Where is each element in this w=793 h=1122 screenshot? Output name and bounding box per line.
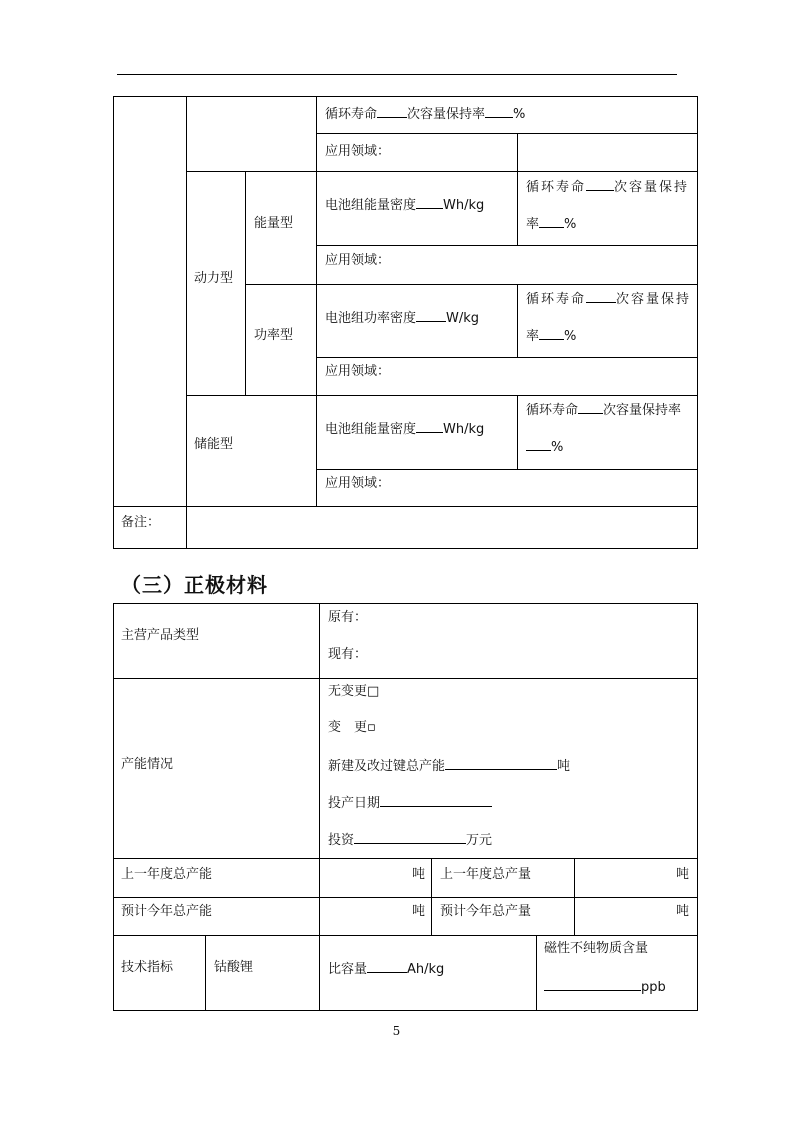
table-cell[interactable] [319, 603, 698, 679]
table-cell [536, 935, 698, 1011]
app-field-label: 应用领域： [325, 476, 391, 491]
app-field-label: 应用领域： [325, 364, 391, 379]
table-cell [113, 935, 206, 1011]
retention-label: 次容量保持率 [603, 403, 682, 418]
table-cell [431, 858, 575, 898]
section-title: （三）正极材料 [121, 573, 268, 597]
power-rate-type-label: 功率型 [254, 328, 294, 343]
blank-field[interactable] [586, 290, 616, 303]
table-cell[interactable] [517, 133, 698, 172]
table-cell [316, 96, 698, 134]
app-field-label: 应用领域： [325, 144, 391, 159]
power-type-label: 动力型 [194, 271, 234, 286]
licoo2-label: 钴酸锂 [214, 960, 254, 975]
blank-field[interactable] [377, 105, 407, 118]
table-cell [319, 935, 537, 1011]
est-output-field[interactable] [574, 897, 698, 936]
ton-unit: 吨 [557, 759, 571, 774]
current-label: 现有： [328, 647, 368, 662]
ton-unit: 吨 [411, 904, 425, 919]
table-cell [316, 469, 698, 507]
blank-field[interactable] [586, 178, 614, 191]
invest-field[interactable] [354, 831, 466, 844]
capacity-label: 产能情况 [121, 757, 174, 772]
blank-field[interactable] [539, 215, 564, 228]
rate-label: 率 [526, 217, 540, 232]
table-cell [245, 284, 317, 396]
no-change-checkbox[interactable]: 无变更□ [328, 684, 380, 699]
table-cell [113, 96, 187, 507]
table-cell [205, 935, 320, 1011]
specific-capacity-label: 比容量 [328, 962, 368, 977]
table-cell [113, 858, 320, 898]
tech-index-label: 技术指标 [121, 960, 174, 975]
cycle-life-label: 循环寿命 [526, 292, 587, 307]
table-cell [186, 395, 317, 507]
est-capacity-field[interactable] [319, 897, 432, 936]
invest-label: 投资 [328, 833, 355, 848]
cycle-life-label: 循环寿命 [325, 107, 378, 122]
table-cell [186, 96, 317, 172]
start-date-field[interactable] [380, 794, 492, 807]
energy-density-label: 电池组能量密度 [325, 198, 417, 213]
storage-type-label: 储能型 [194, 437, 234, 452]
table-cell [316, 245, 698, 285]
rate-label: 率 [526, 329, 540, 344]
table-cell [316, 284, 518, 358]
percent-sign: % [564, 329, 577, 344]
table-cell [113, 678, 320, 859]
ton-unit: 吨 [675, 867, 689, 882]
ppb-unit: ppb [641, 980, 666, 995]
blank-field[interactable] [578, 401, 603, 414]
table-cell [113, 603, 320, 679]
table-cell [517, 284, 698, 358]
new-build-label: 新建及改过键总产能 [328, 759, 446, 774]
blank-field[interactable] [539, 327, 564, 340]
main-product-label: 主营产品类型 [121, 628, 200, 643]
power-density-label: 电池组功率密度 [325, 311, 417, 326]
ton-unit: 吨 [411, 867, 425, 882]
retention-label: 次容量保持 [616, 292, 692, 307]
page-number: 5 [392, 1024, 401, 1038]
table-cell [316, 395, 518, 470]
energy-type-label: 能量型 [254, 216, 294, 231]
new-build-capacity-field[interactable] [445, 757, 557, 770]
blank-field[interactable] [416, 309, 446, 322]
retention-label: 次容量保持 [614, 180, 690, 195]
table-cell [113, 897, 320, 936]
table-cell [316, 171, 518, 246]
magnetic-impurity-field[interactable] [544, 978, 641, 991]
est-capacity-label: 预计今年总产能 [121, 904, 213, 919]
est-output-label: 预计今年总产量 [440, 904, 532, 919]
remark-field[interactable] [186, 506, 698, 549]
specific-capacity-field[interactable] [367, 960, 407, 973]
table-cell [186, 171, 246, 396]
table-cell [431, 897, 575, 936]
ton-unit: 吨 [675, 904, 689, 919]
wan-yuan-unit: 万元 [466, 833, 493, 848]
table-cell [113, 506, 187, 549]
table-cell [245, 171, 317, 285]
header-rule [117, 74, 677, 75]
energy-density-label: 电池组能量密度 [325, 422, 417, 437]
blank-field[interactable] [416, 196, 443, 209]
blank-field[interactable] [416, 420, 443, 433]
last-year-output-label: 上一年度总产量 [440, 867, 532, 882]
remark-label: 备注： [121, 515, 161, 530]
ah-kg-unit: Ah/kg [407, 962, 445, 977]
power-density-unit: W/kg [446, 311, 480, 326]
blank-field[interactable] [526, 438, 551, 451]
energy-density-unit: Wh/kg [443, 198, 485, 213]
original-label: 原有： [328, 610, 368, 625]
start-date-label: 投产日期 [328, 796, 381, 811]
last-year-capacity-label: 上一年度总产能 [121, 867, 213, 882]
retention-label: 次容量保持率 [407, 107, 486, 122]
table-cell [319, 678, 698, 859]
percent-sign: % [564, 217, 577, 232]
magnetic-impurity-label: 磁性不纯物质含量 [544, 941, 649, 956]
last-year-capacity-field[interactable] [319, 858, 432, 898]
percent-sign: % [551, 440, 564, 455]
change-checkbox[interactable]: 变 更▫ [328, 720, 376, 735]
table-cell [517, 171, 698, 246]
table-cell [517, 395, 698, 470]
table-cell [316, 133, 518, 172]
table-cell [316, 357, 698, 396]
energy-density-unit: Wh/kg [443, 422, 485, 437]
app-field-label: 应用领域： [325, 253, 391, 268]
blank-field[interactable] [485, 105, 513, 118]
last-year-output-field[interactable] [574, 858, 698, 898]
cycle-life-label: 循环寿命 [526, 180, 587, 195]
cycle-life-label: 循环寿命 [526, 403, 579, 418]
percent-sign: % [513, 107, 526, 122]
